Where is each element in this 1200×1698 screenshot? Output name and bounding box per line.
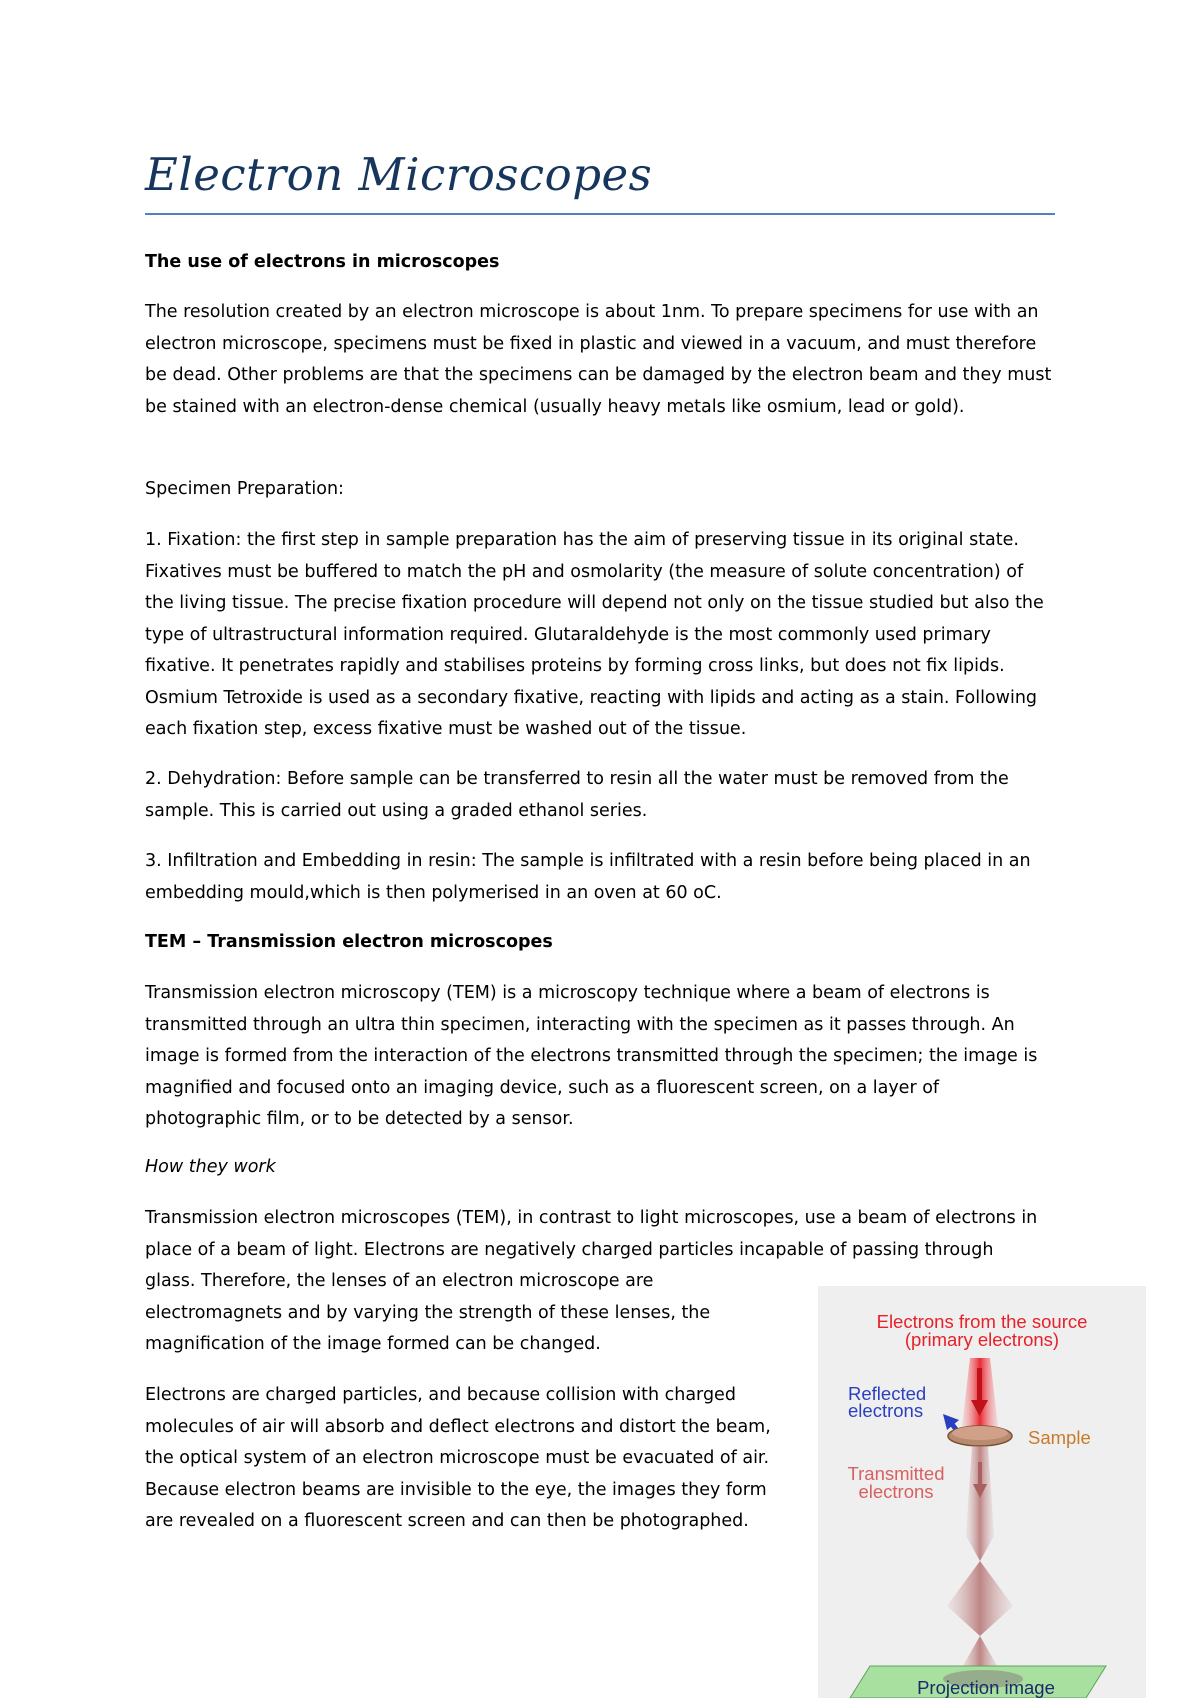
section-heading-preparation: Specimen Preparation: [145,479,344,499]
label-source-line1: Electrons from the source [876,1311,1088,1332]
page-title: Electron Microscopes [145,148,653,201]
transmitted-beam-lobe [947,1561,1013,1636]
label-sample: Sample [1028,1427,1091,1448]
primary-arrow-shaft [977,1368,982,1402]
section-heading-electrons: The use of electrons in microscopes [145,252,500,272]
paragraph-charged-particles: Electrons are charged particles, and because collision with charged molecules of air will absorb and deflect electrons and distort the beam, the optical system of an electron microscope must be evacuated of air. Because electron beams are invisible to the eye, the images they form are revealed on a fluorescent screen and can then be photographed. [145,1385,771,1531]
label-projection: Projection image [917,1677,1055,1698]
label-source-line2: (primary electrons) [904,1329,1060,1350]
paragraph-infiltration: 3. Infiltration and Embedding in resin: The sample is infiltrated with a resin before being placed in an embedding mould,which is then polymerised in an oven at 60 oC. [145,851,1031,903]
sample-disk-top [952,1426,1008,1440]
tem-diagram-svg [818,1286,1146,1698]
paragraph-how-line2: glass. Therefore, the lenses of an electron microscope are electromagnets and by varying the strength of these lenses, the magnification of the image formed can be changed. [145,1271,711,1354]
paragraph-dehydration: 2. Dehydration: Before sample can be transferred to resin all the water must be removed from the sample. This is carried out using a graded ethanol series. [145,769,1009,821]
label-reflected-line2: electrons [848,1400,924,1421]
label-transmitted-line2: electrons [858,1481,934,1502]
paragraph-fixation: 1. Fixation: the first step in sample preparation has the aim of preserving tissue in its original state. Fixatives must be buffered to match the pH and osmolarity (the measure of solute concentration) of the living tissue. The precise fixation procedure will depend not only on the tissue studied but also the type of ultrastructural information required. Glutaraldehyde is the most commonly used primary fixative. It penetrates rapidly and stabilises proteins by forming cross links, but does not fix lipids. Osmium Tetroxide is used as a secondary fixative, reacting with lipids and acting as a stain. Following each fixation step, excess fixative must be washed out of the tissue. [145,530,1044,739]
paragraph-resolution: The resolution created by an electron microscope is about 1nm. To prepare specimens for use with an electron microscope, specimens must be fixed in plastic and viewed in a vacuum, and must therefore be dead. Other problems are that the specimens can be damaged by the electron beam and they must be stained with an electron-dense chemical (usually heavy metals like osmium, lead or gold). [145,302,1052,417]
paragraph-how-line1: Transmission electron microscopes (TEM), in contrast to light microscopes, use a beam of electrons in place of a beam of light. Electrons are negatively charged particles incapable of passing through [145,1208,1038,1260]
tem-diagram [818,1286,1146,1698]
paragraph-tem-definition: Transmission electron microscopy (TEM) is a microscopy technique where a beam of electrons is transmitted through an ultra thin specimen, interacting with the specimen as it passes through. An image is formed from the interaction of the electrons transmitted through the specimen; the image is magnified and focused onto an imaging device, such as a fluorescent screen, on a layer of photographic film, or to be detected by a sensor. [145,983,1038,1129]
subheading-how-they-work: How they work [145,1157,276,1177]
transmitted-arrow-shaft [978,1462,982,1486]
label-transmitted-line1: Transmitted [847,1463,945,1484]
label-reflected-line1: Reflected [848,1383,927,1404]
title-underline [145,213,1055,215]
section-heading-tem: TEM – Transmission electron microscopes [145,932,553,952]
